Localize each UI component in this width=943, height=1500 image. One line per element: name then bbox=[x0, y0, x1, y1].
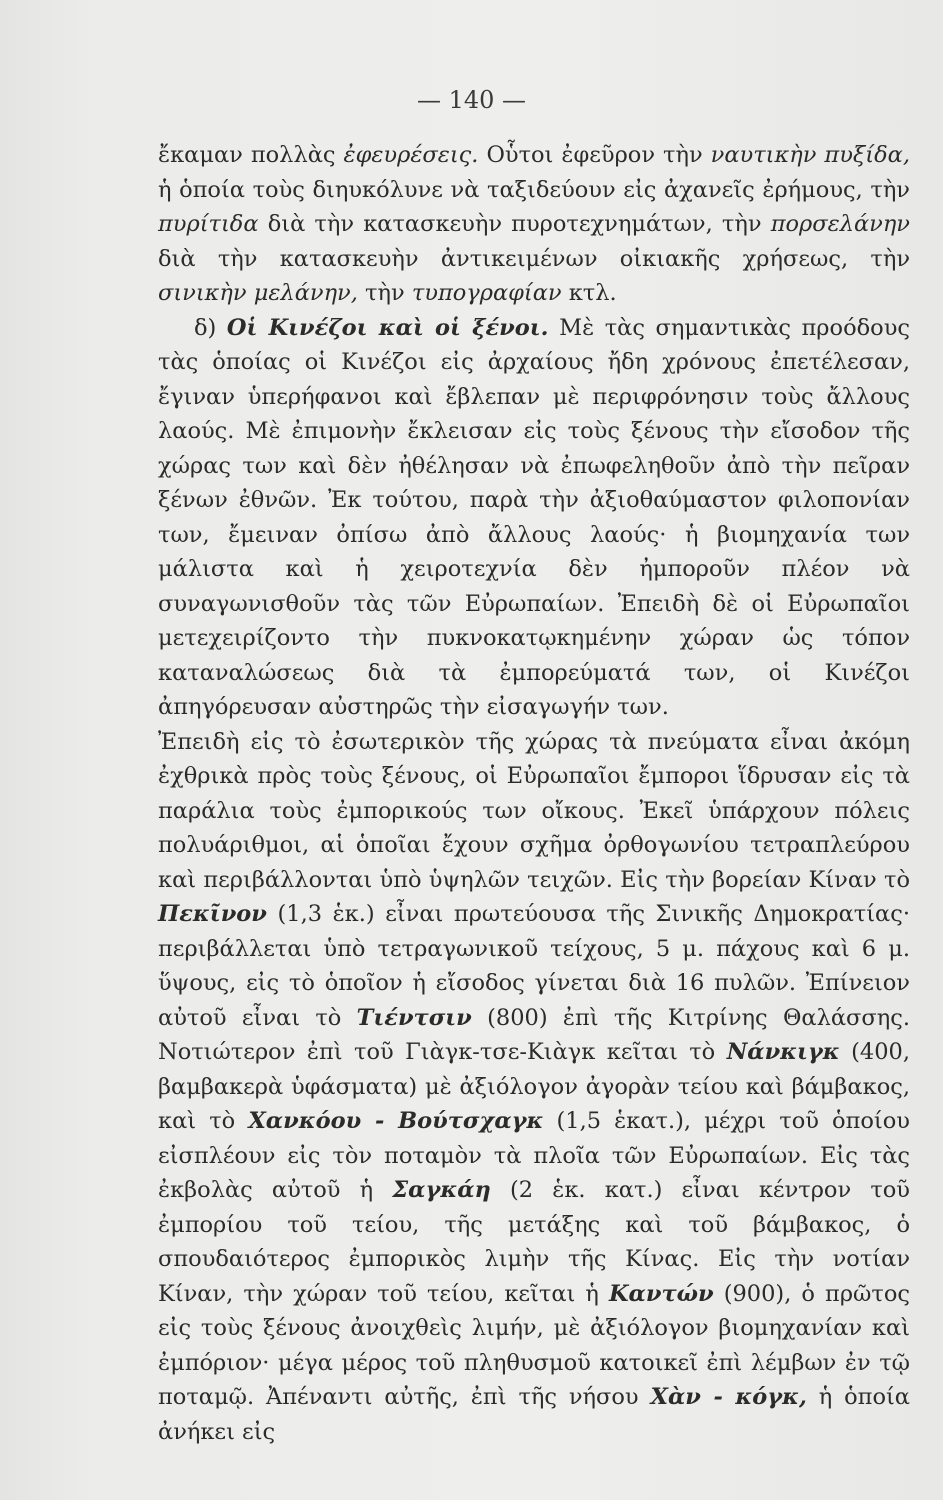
text-run: διὰ τὴν κατασκευὴν ἀντικειμένων οἰκιακῆς χρήσεως, τὴν bbox=[158, 245, 910, 272]
emphasis-term: ναυτικὴν πυξίδα, bbox=[710, 142, 910, 168]
city-name: Χανκόου - Βούτσχαγκ bbox=[248, 1108, 544, 1134]
section-label: δ) bbox=[194, 314, 227, 341]
text-run: (900), ὁ πρῶτος εἰς τοὺς ξένους ἀνοιχθεὶς λιμήν, μὲ ἀξιόλογον βιομηχανίαν καὶ ἐμπόριον· μέγα μέρος τοῦ πληθυσμοῦ κατοικεῖ ἐπὶ λέμβων ἐν τῷ ποταμῷ. Ἀπέναντι αὐτῆς, ἐπὶ τῆς νήσου bbox=[158, 1280, 910, 1410]
city-name: Καντών bbox=[608, 1280, 714, 1307]
body-text bbox=[158, 138, 910, 1449]
text-run: (800) ἐπὶ τῆς Κιτρίνης Θαλάσσης. Νοτιώτερον ἐπὶ τοῦ Γιὰγκ-τσε-Κιὰγκ κεῖται τὸ bbox=[158, 1004, 910, 1065]
section-heading: Οἱ Κινέζοι καὶ οἱ ξένοι. bbox=[226, 314, 549, 341]
text-run: ἔκαμαν πολλὰς bbox=[158, 142, 344, 168]
text-run: (2 ἑκ. κατ.) εἶναι κέντρον τοῦ ἐμπορίου τοῦ τείου, τῆς μετάξης καὶ τοῦ βάμβακος, ὁ σπουδαιότερος ἐμπορικὸς λιμὴν τῆς Κίνας. Εἰς τὴν νοτίαν Κίναν, τὴν χώραν τοῦ τείου, κεῖται ἡ bbox=[158, 1177, 910, 1307]
text-run: ἡ ὁποία τοὺς διηυκόλυνε νὰ ταξιδεύουν εἰς ἀχανεῖς ἐρήμους, τὴν bbox=[158, 176, 910, 203]
text-run: Ἐπειδὴ εἰς τὸ ἐσωτερικὸν τῆς χώρας τὰ πνεύματα εἶναι ἀκόμη ἐχθρικὰ πρὸς τοὺς ξένους, οἱ Εὐρωπαῖοι ἔμποροι ἵδρυσαν εἰς τὰ παράλια τοὺς ἐμπορικούς των οἴκους. Ἐκεῖ ὑπάρχουν πόλεις πολυάριθμοι, αἱ ὁποῖαι ἔχουν σχῆμα ὀρθογωνίου τετραπλεύρου καὶ περιβάλλονται ὑπὸ ὑψηλῶν τειχῶν. Εἰς τὴν βορείαν Κίναν τὸ bbox=[158, 728, 910, 893]
paragraph-cities bbox=[158, 725, 910, 1450]
text-run: ἡ ὁποία ἀνήκει εἰς bbox=[158, 1384, 911, 1445]
city-name: Νάνκιγκ bbox=[726, 1039, 840, 1065]
text-run: (400, βαμβακερὰ ὑφάσματα) μὲ ἀξιόλογον ἀγορὰν τείου καὶ βάμβακος, καὶ τὸ bbox=[158, 1039, 910, 1134]
city-name: Πεκῖνον bbox=[158, 901, 267, 927]
text-run: διὰ τὴν κατασκευὴν πυροτεχνημάτων, τὴν bbox=[258, 211, 771, 237]
emphasis-term: τυπογραφίαν bbox=[411, 280, 562, 306]
text-run: (1,5 ἑκατ.), μέχρι τοῦ ὁποίου εἰσπλέουν εἰς τὸν ποταμὸν τὰ πλοῖα τῶν Εὐρωπαίων. Εἰς τὰς ἐκβολὰς αὐτοῦ ἡ bbox=[158, 1108, 910, 1203]
emphasis-term: σινικὴν μελάνην, bbox=[158, 280, 358, 306]
text-run: (1,3 ἑκ.) εἶναι πρωτεύουσα τῆς Σινικῆς Δημοκρατίας· περιβάλλεται ὑπὸ τετραγωνικοῦ τείχους, 5 μ. πάχους καὶ 6 μ. ὕψους, εἰς τὸ ὁποῖον ἡ εἴσοδος γίνεται διὰ 16 πυλῶν. Ἐπίνειον αὐτοῦ εἶναι τὸ bbox=[158, 901, 910, 1031]
paragraph-inventions bbox=[158, 138, 910, 311]
page-number: — 140 — bbox=[416, 86, 527, 114]
emphasis-term: ἐφευρέσεις. bbox=[343, 142, 479, 168]
city-name: Τιέντσιν bbox=[356, 1004, 472, 1031]
text-run: κτλ. bbox=[561, 280, 617, 306]
city-name: Χὰν - κόγκ, bbox=[650, 1384, 807, 1410]
city-name: Σαγκάη bbox=[392, 1177, 491, 1203]
emphasis-term: πυρίτιδα bbox=[158, 211, 259, 237]
text-run: τὴν bbox=[357, 280, 412, 306]
emphasis-term: πορσελάνην bbox=[770, 211, 910, 237]
text-run: Μὲ τὰς σημαντικὰς προόδους τὰς ὁποίας οἱ Κινέζοι εἰς ἀρχαίους ἤδη χρόνους ἐπετέλεσαν, ἔγιναν ὑπερήφανοι καὶ ἔβλεπαν μὲ περιφρόνησιν τοὺς ἄλλους λαούς. Μὲ ἐπιμονὴν ἔκλεισαν εἰς τοὺς ξένους τὴν εἴσοδον τῆς χώρας των καὶ δὲν ἠθέλησαν νὰ ἐπωφεληθοῦν ἀπὸ τὴν πεῖραν ξένων ἐθνῶν. Ἐκ τούτου, παρὰ τὴν ἀξιοθαύμαστον φιλοπονίαν των, ἔμειναν ὀπίσω ἀπὸ ἄλλους λαούς· ἡ βιομηχανία των μάλιστα καὶ ἡ χειροτεχνία δὲν ἠμποροῦν πλέον νὰ συναγωνισθοῦν τὰς τῶν Εὐρωπαίων. Ἐπειδὴ δὲ οἱ Εὐρωπαῖοι μετεχειρίζοντο τὴν πυκνοκατῳκημένην χώραν ὡς τόπον καταναλώσεως διὰ τὰ ἐμπορεύματά των, οἱ Κινέζοι ἀπηγόρευσαν αὐστηρῶς τὴν εἰσαγωγήν των. bbox=[158, 314, 910, 720]
paragraph-chinese-and-foreigners bbox=[158, 311, 910, 725]
text-run: Οὗτοι ἐφεῦρον τὴν bbox=[478, 142, 711, 168]
